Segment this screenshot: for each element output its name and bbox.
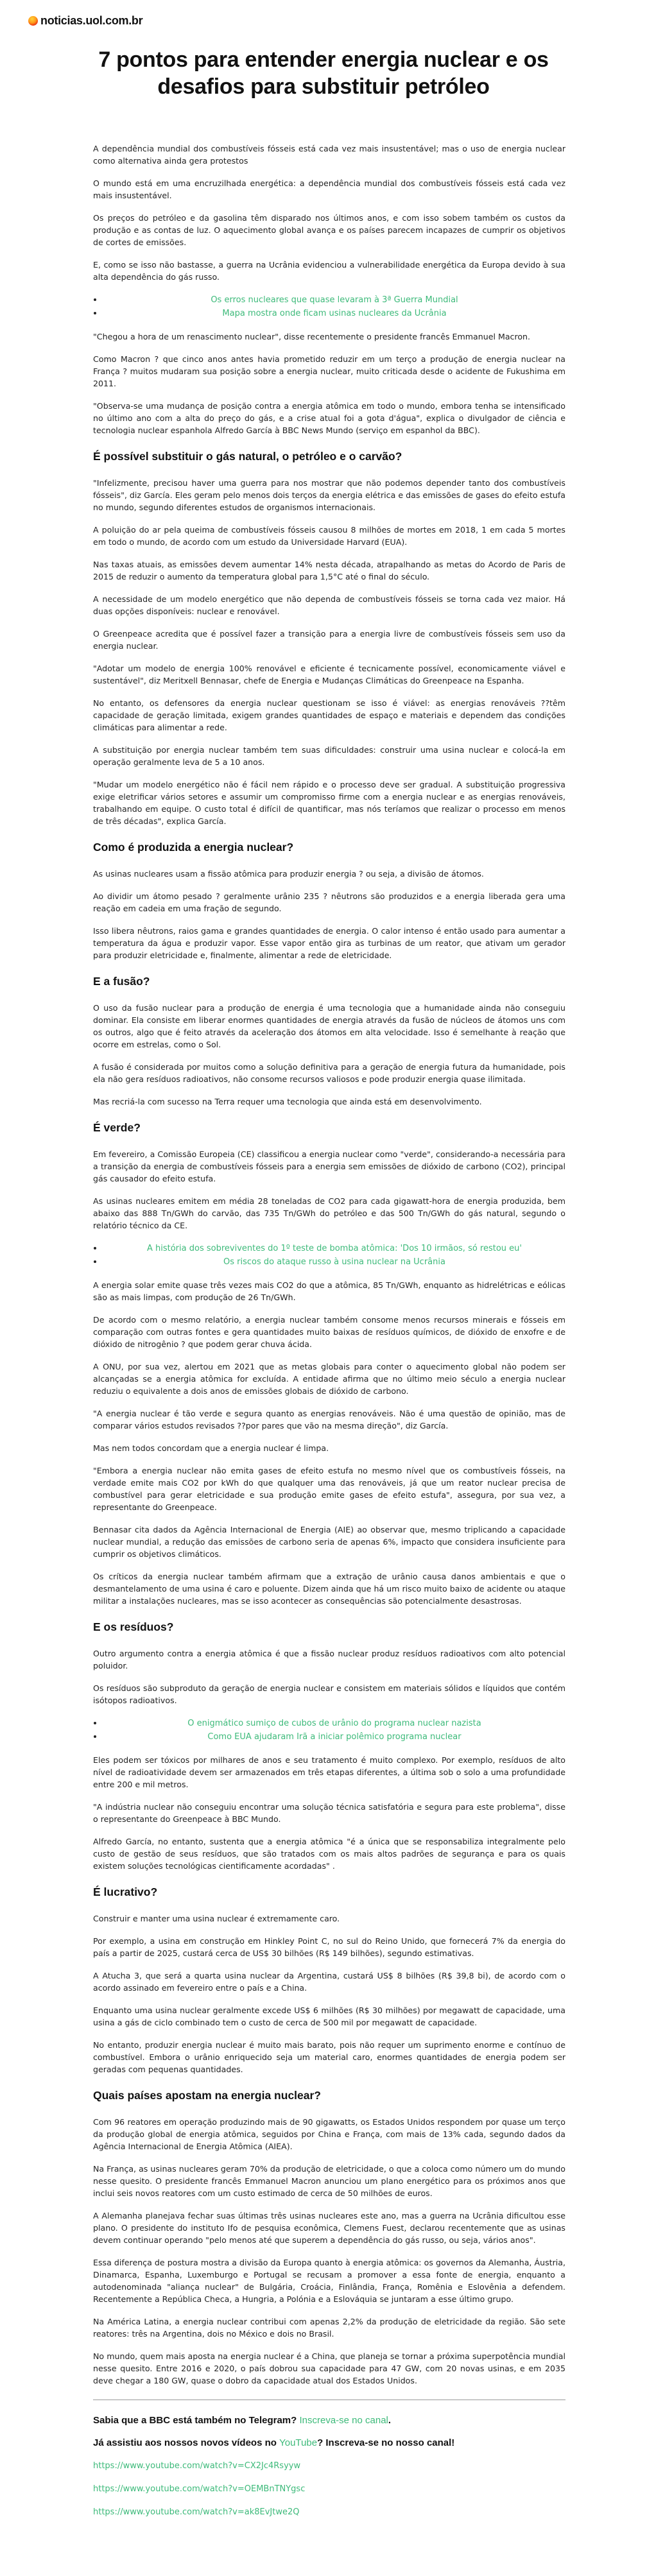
article-paragraph: A energia solar emite quase três vezes mais CO2 do que a atômica, 85 Tn/GWh, enquanto as hidrelétricas e eólicas são as mais limpas, com produção de 26 Tn/GWh.: [93, 1280, 565, 1302]
article-paragraph: Por exemplo, a usina em construção em Hinkley Point C, no sul do Reino Unido, que fornecerá 7% da energia do país a partir de 2025, custará cerca de US$ 30 bilhões (R$ 149 bilhões), segundo estimativas.: [93, 1936, 565, 1958]
related-article-link[interactable]: Como EUA ajudaram Irã a iniciar polêmico programa nuclear: [207, 1732, 462, 1742]
section-heading: Quais países apostam na energia nuclear?: [93, 2089, 321, 2102]
article-paragraph: Outro argumento contra a energia atômica é que a fissão nuclear produz resíduos radioativos com alto potencial poluidor.: [93, 1649, 565, 1670]
related-article-link[interactable]: Os erros nucleares que quase levaram à 3ª Guerra Mundial: [211, 295, 458, 305]
article-paragraph: "Adotar um modelo de energia 100% renovável e eficiente é tecnicamente possível, economicamente viável e sustentável", diz Meritxell Bennasar, chefe de Energia e Mudanças Climáticas do Greenpeace na Espanha.: [93, 664, 565, 685]
article-paragraph: Em fevereiro, a Comissão Europeia (CE) classificou a energia nuclear como "verde", considerando-a necessária para a transição da energia de combustíveis fósseis para a energia sem emissões de dióxido de carbono (CO2), principal gás causador do efeito estufa.: [93, 1149, 565, 1183]
article-paragraph: "Mudar um modelo energético não é fácil nem rápido e o processo deve ser gradual. A substituição progressiva exige eletrificar vários setores e assumir um compromisso firme com a energia nuclear e as energias renováveis, trabalhando em equipe. O custo total é difícil de quantificar, mas nós teríamos que realizar o processo em menos de três décadas", explica García.: [93, 780, 565, 826]
article-paragraph: A substituição por energia nuclear também tem suas dificuldades: construir uma usina nuclear e colocá-la em operação geralmente leva de 5 a 10 anos.: [93, 745, 565, 767]
article-paragraph: Construir e manter uma usina nuclear é extremamente caro.: [93, 1914, 340, 1923]
article-paragraph: O uso da fusão nuclear para a produção de energia é uma tecnologia que a humanidade ainda não conseguiu dominar. Ela consiste em liberar enormes quantidades de energia através da fusão de núcleos de átomos uns com os outros, algo que é feito através da aceleração dos átomos em alta velocidade. Isso é semelhante à reação que ocorre em estrelas, como o Sol.: [93, 1003, 565, 1049]
article-paragraph: "A indústria nuclear não conseguiu encontrar uma solução técnica satisfatória e segura para este problema", disse o representante do Greenpeace à BBC Mundo.: [93, 1802, 565, 1824]
article-paragraph: De acordo com o mesmo relatório, a energia nuclear também consome menos recursos minerais e fósseis em comparação com outras fontes e gera quantidades muito baixas de resíduos químicos, de dióxido de enxofre e de dióxido de nitrogênio ? que podem gerar chuva ácida.: [93, 1315, 565, 1349]
article-paragraph: Isso libera nêutrons, raios gama e grandes quantidades de energia. O calor intenso é então usado para aumentar a temperatura da água e produzir vapor. Esse vapor então gira as turbinas de um reator, que ativam um gerador para produzir eletricidade e, finalmente, alimentar a rede de eletricidade.: [93, 926, 565, 960]
article-title: 7 pontos para entender energia nuclear e os desafios para substituir petróleo: [98, 47, 549, 99]
article-paragraph: Bennasar cita dados da Agência Internacional de Energia (AIE) ao observar que, mesmo triplicando a capacidade nuclear mundial, a redução das emissões de carbono seria de apenas 6%, impacto que considera insuficiente para cumprir os objetivos climáticos.: [93, 1525, 565, 1559]
related-link-item: [103, 307, 565, 320]
video-link-row: [93, 2459, 565, 2472]
related-links-list: [93, 293, 565, 320]
youtube-promo-suffix: ? Inscreva-se no nosso canal!: [317, 2437, 455, 2448]
article-paragraph: As usinas nucleares emitem em média 28 toneladas de CO2 para cada gigawatt-hora de energia produzida, bem abaixo das 888 Tn/GWh do carvão, das 735 Tn/GWh do petróleo e das 500 Tn/GWh do gás natural, segundo o relatório técnico da CE.: [93, 1196, 565, 1230]
related-link-item: [103, 293, 565, 307]
article-paragraph: As usinas nucleares usam a fissão atômica para produzir energia ? ou seja, a divisão de átomos.: [93, 869, 484, 879]
youtube-video-link[interactable]: https://www.youtube.com/watch?v=ak8EvJtwe2Q: [93, 2507, 300, 2517]
article-paragraph: Eles podem ser tóxicos por milhares de anos e seu tratamento é muito complexo. Por exemplo, resíduos de alto nível de radioatividade devem ser armazenados em três etapas diferentes, a última sob o solo a uma profundidade entre 200 e mil metros.: [93, 1755, 565, 1789]
telegram-promo-link[interactable]: Inscreva-se no canal: [299, 2415, 388, 2426]
related-article-link[interactable]: O enigmático sumiço de cubos de urânio do programa nuclear nazista: [187, 1719, 481, 1728]
youtube-promo-text: Já assistiu aos nossos novos vídeos no: [93, 2437, 280, 2448]
section-heading: É verde?: [93, 1121, 141, 1134]
section-heading: Como é produzida a energia nuclear?: [93, 841, 294, 854]
related-link-item: [103, 1730, 565, 1744]
site-name: noticias.uol.com.br: [40, 14, 143, 27]
article-paragraph: Os críticos da energia nuclear também afirmam que a extração de urânio causa danos ambientais e que o desmantelamento de uma usina é caro e poluente. Dizem ainda que há um risco muito baixo de acidente ou ataque militar a instalações nucleares, mas se isso acontecer as consequências são potencialmente desastrosas.: [93, 1572, 565, 1606]
related-article-link[interactable]: Mapa mostra onde ficam usinas nucleares da Ucrânia: [222, 309, 447, 318]
article-paragraph: Os preços do petróleo e da gasolina têm disparado nos últimos anos, e com isso sobem também os custos da produção e as contas de luz. O aquecimento global avança e os países parecem incapazes de cumprir os objetivos de cortes de emissões.: [93, 213, 565, 247]
article-paragraph: E, como se isso não bastasse, a guerra na Ucrânia evidenciou a vulnerabilidade energética da Europa devido à sua alta dependência do gás russo.: [93, 260, 565, 282]
article-paragraph: A poluição do ar pela queima de combustíveis fósseis causou 8 milhões de mortes em 2018, 1 em cada 5 mortes em todo o mundo, de acordo com um estudo da Universidade Harvard (EUA).: [93, 525, 565, 547]
article-paragraph: O Greenpeace acredita que é possível fazer a transição para a energia livre de combustíveis fósseis sem uso da energia nuclear.: [93, 629, 565, 651]
article-paragraph: Essa diferença de postura mostra a divisão da Europa quanto à energia atômica: os governos da Alemanha, Áustria, Dinamarca, Espanha, Luxemburgo e Portugal se recusam a promover a essa fonte de energia, enquanto a autodenominada "aliança nuclear" de Bulgária, Croácia, Finlândia, França, Romênia e Eslovênia a defendem. Recentemente a República Checa, a Hungria, a Polónia e a Eslováquia se juntaram a esse último grupo.: [93, 2258, 565, 2304]
article-paragraph: "A energia nuclear é tão verde e segura quanto as energias renováveis. Não é uma questão de opinião, mas de comparar vários estudos revisados ??por pares que vão na mesma direção", diz García.: [93, 1409, 565, 1430]
article-paragraph: Com 96 reatores em operação produzindo mais de 90 gigawatts, os Estados Unidos respondem por quase um terço da produção global de energia atômica, seguidos por China e França, com mais de 13% cada, segundo dados da Agência Internacional de Energia Atômica (AIEA).: [93, 2117, 565, 2151]
article-paragraph: Nas taxas atuais, as emissões devem aumentar 14% nesta década, atrapalhando as metas do Acordo de Paris de 2015 de reduzir o aumento da temperatura global para 1,5°C até o final do século.: [93, 560, 565, 581]
related-link-item: [103, 1255, 565, 1269]
youtube-video-link[interactable]: https://www.youtube.com/watch?v=CX2Jc4Rsyyw: [93, 2461, 301, 2471]
related-link-item: [103, 1717, 565, 1730]
article-paragraph: Alfredo García, no entanto, sustenta que a energia atômica "é a única que se responsabiliza integralmente pelo custo de gestão de seus resíduos, que são tratados com os mais altos padrões de segurança e para os quais existem soluções tecnológicas cientificamente acordadas" .: [93, 1837, 565, 1871]
article-paragraph: No entanto, produzir energia nuclear é muito mais barato, pois não requer um suprimento enorme e contínuo de combustível. Embora o urânio enriquecido seja um material caro, enormes quantidades de energia podem ser geradas com pequenas quantidades.: [93, 2040, 565, 2074]
article-paragraph: No mundo, quem mais aposta na energia nuclear é a China, que planeja se tornar a próxima superpotência mundial nesse quesito. Entre 2016 e 2020, o país dobrou sua capacidade para 47 GW, com 20 novas usinas, e em 2035 deve chegar a 180 GW, quase o dobro da capacidade atual dos Estados Unidos.: [93, 2351, 565, 2385]
article-paragraph: Enquanto uma usina nuclear geralmente excede US$ 6 milhões (R$ 30 milhões) por megawatt de capacidade, uma usina a gás de ciclo combinado tem o custo de cerca de 500 mil por megawatt de capacidade.: [93, 2005, 565, 2027]
video-link-row: [93, 2482, 565, 2495]
section-heading: E a fusão?: [93, 975, 150, 988]
article-paragraph: A necessidade de um modelo energético que não dependa de combustíveis fósseis se torna cada vez maior. Há duas opções disponíveis: nuclear e renovável.: [93, 594, 565, 616]
telegram-promo-suffix: .: [388, 2415, 392, 2426]
article-paragraph: Mas recriá-la com sucesso na Terra requer uma tecnologia que ainda está em desenvolvimento.: [93, 1097, 482, 1106]
article-paragraph: A Atucha 3, que será a quarta usina nuclear da Argentina, custará US$ 8 bilhões (R$ 39,8 bi), de acordo com o acordo assinado em fevereiro entre o país e a China.: [93, 1971, 565, 1993]
article-body: [93, 142, 565, 2529]
article-paragraph: Os resíduos são subproduto da geração de energia nuclear e consistem em materiais sólidos e líquidos que contém isótopos radioativos.: [93, 1683, 565, 1705]
article-paragraph: Na América Latina, a energia nuclear contribui com apenas 2,2% da produção de eletricidade da região. São sete reatores: três na Argentina, dois no México e dois no Brasil.: [93, 2317, 565, 2339]
article-paragraph: "Chegou a hora de um renascimento nuclear", disse recentemente o presidente francês Emmanuel Macron.: [93, 332, 531, 341]
article-paragraph: Como Macron ? que cinco anos antes havia prometido reduzir em um terço a produção de energia nuclear na França ? muitos mudaram sua posição sobre a energia nuclear, muito criticada desde o acidente de Fukushima em 2011.: [93, 354, 565, 388]
article-paragraph: No entanto, os defensores da energia nuclear questionam se isso é viável: as energias renováveis ??têm capacidade de geração limitada, exigem grandes quantidades de espaço e materiais e dependem das condições climáticas para alimentar a rede.: [93, 698, 565, 732]
video-link-row: [93, 2505, 565, 2518]
youtube-promo: [93, 2437, 565, 2449]
related-link-item: [103, 1242, 565, 1255]
related-article-link[interactable]: A história dos sobreviventes do 1º teste de bomba atômica: 'Dos 10 irmãos, só restou eu': [146, 1244, 522, 1253]
article-paragraph: A ONU, por sua vez, alertou em 2021 que as metas globais para conter o aquecimento global não podem ser alcançadas se a energia atômica for excluída. A entidade afirma que no último meio século a energia nuclear reduziu o equivalente a dois anos de emissões globais de dióxido de carbono.: [93, 1362, 565, 1396]
article-paragraph: "Infelizmente, precisou haver uma guerra para nos mostrar que não podemos depender tanto dos combustíveis fósseis", diz García. Eles geram pelo menos dois terços da energia elétrica e das emissões de gases do efeito estufa no mundo, segundo diferentes estudos de organismos internacionais.: [93, 478, 565, 512]
section-heading: E os resíduos?: [93, 1620, 174, 1633]
site-brand[interactable]: [28, 14, 142, 28]
article-paragraph: A fusão é considerada por muitos como a solução definitiva para a geração de energia futura da humanidade, pois ela não gera resíduos radioativos, não consome recursos valiosos e pode produzir energia quase ilimitada.: [93, 1062, 565, 1084]
youtube-promo-link[interactable]: YouTube: [279, 2437, 318, 2448]
article-paragraph: A Alemanha planejava fechar suas últimas três usinas nucleares este ano, mas a guerra na Ucrânia dificultou esse plano. O presidente do instituto Ifo de pesquisa econômica, Clemens Fuest, declarou recentemente que as usinas devem continuar operando "pelo menos até que superem a dependência do gás russo, ou seja, vários anos".: [93, 2211, 565, 2245]
article-paragraph: "Embora a energia nuclear não emita gases de efeito estufa no mesmo nível que os combustíveis fósseis, na verdade emite mais CO2 por kWh do que qualquer uma das renováveis, já que um reator nuclear precisa de combustível para gerar eletricidade e sua produção emite gases de efeito estufa", assegura, por sua vez, a representante do Greenpeace.: [93, 1466, 565, 1512]
uol-logo-icon: [28, 16, 38, 26]
article-paragraph: A dependência mundial dos combustíveis fósseis está cada vez mais insustentável; mas o uso de energia nuclear como alternativa ainda gera protestos: [93, 144, 565, 166]
section-heading: É lucrativo?: [93, 1885, 158, 1898]
article-paragraph: O mundo está em uma encruzilhada energética: a dependência mundial dos combustíveis fósseis está cada vez mais insustentável.: [93, 178, 565, 200]
related-links-list: [93, 1242, 565, 1269]
telegram-promo: [93, 2414, 565, 2426]
article-paragraph: "Observa-se uma mudança de posição contra a energia atômica em todo o mundo, embora tenha se intensificado no último ano com a alta do preço do gás, e a crise atual foi a gota d'água", explica o divulgador de ciência e tecnologia nuclear espanhola Alfredo García à BBC News Mundo (serviço em espanhol da BBC).: [93, 401, 565, 435]
related-links-list: [93, 1717, 565, 1744]
article-paragraph: Mas nem todos concordam que a energia nuclear é limpa.: [93, 1443, 329, 1453]
section-heading: É possível substituir o gás natural, o petróleo e o carvão?: [93, 450, 402, 463]
telegram-promo-text: Sabia que a BBC está também no Telegram?: [93, 2415, 300, 2426]
article-paragraph: Na França, as usinas nucleares geram 70% da produção de eletricidade, o que a coloca como número um do mundo nesse quesito. O presidente francês Emmanuel Macron anunciou um plano energético para os próximos anos que inclui seis novos reatores com um custo estimado de cerca de 50 milhões de euros.: [93, 2164, 565, 2198]
youtube-video-link[interactable]: https://www.youtube.com/watch?v=OEMBnTNYgsc: [93, 2484, 306, 2494]
related-article-link[interactable]: Os riscos do ataque russo à usina nuclear na Ucrânia: [223, 1257, 445, 1267]
article-paragraph: Ao dividir um átomo pesado ? geralmente urânio 235 ? nêutrons são produzidos e a energia liberada gera uma reação em cadeia em uma fração de segundo.: [93, 891, 565, 913]
